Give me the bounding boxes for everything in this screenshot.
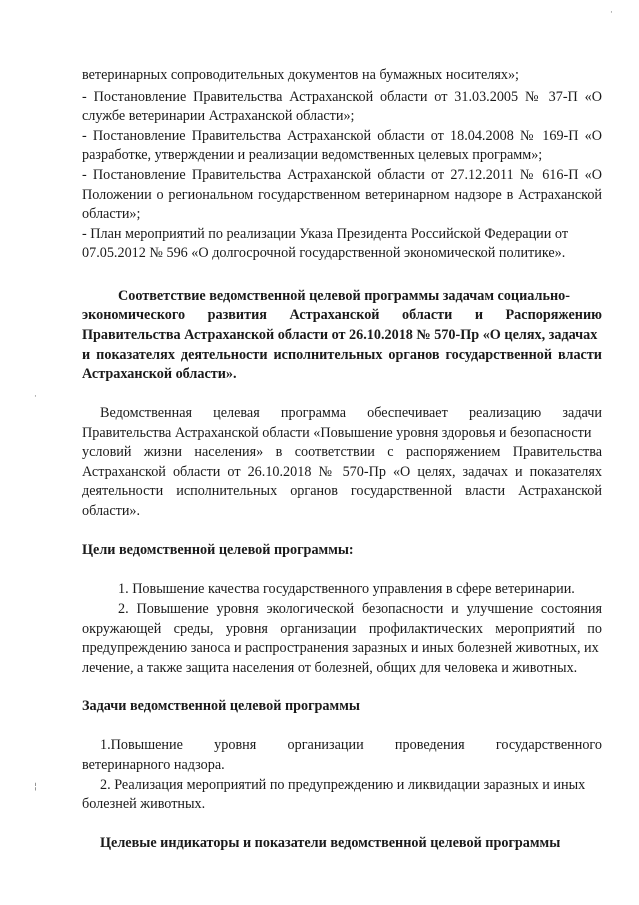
intro-line [82,166,602,185]
conformity-text-line [82,463,602,482]
intro-line [82,186,602,205]
scan-mark: · [34,392,37,402]
intro-line-text: - Постановление Правительства Астраханской области от 27.12.2011 № 616-П «О [82,167,602,183]
intro-line: службе ветеринарии Астраханской области»; [82,108,355,124]
intro-line: области»; [82,206,141,222]
conformity-text-line [100,404,602,423]
indicators-heading: Целевые индикаторы и показатели ведомственной целевой программы [100,835,561,851]
scan-mark: ¦ [34,782,38,792]
goal-item: предупреждению заноса и распространения заразных и иных болезней животных, их [82,640,599,656]
intro-line-text: - Постановление Правительства Астраханской области от 31.03.2005 № 37-П «О [82,89,602,105]
conformity-heading-line: Соответствие ведомственной целевой программы задачам социально- [118,288,570,304]
goal-text: окружающей среды, уровня организации профилактических мероприятий по [82,621,602,637]
conformity-heading-line [82,306,602,325]
intro-line: 07.05.2012 № 596 «О долгосрочной государственной экономической политике». [82,245,566,261]
intro-line-text: Положении о региональном государственном ветеринарном надзоре в Астраханской [82,187,602,203]
goal-item [118,600,602,619]
conformity-heading-text: и показателях деятельности исполнительных органов государственной власти [82,347,602,363]
goal-item: 1. Повышение качества государственного управления в сфере ветеринарии. [118,581,575,597]
task-text: 1.Повышение уровня организации проведения государственного [100,737,602,753]
task-item: 2. Реализация мероприятий по предупреждению и ликвидации заразных и иных [100,777,586,793]
conformity-text-line [82,482,602,501]
conformity-text: деятельности исполнительных органов государственной власти Астраханской [82,483,602,499]
intro-line-text: - Постановление Правительства Астраханской области от 18.04.2008 № 169-П «О [82,128,602,144]
scan-mark: · [610,8,613,18]
conformity-text-line: области». [82,503,141,519]
goal-text: 2. Повышение уровня экологической безопасности и улучшение состояния [118,601,602,617]
conformity-heading-line [82,346,602,365]
task-item: ветеринарного надзора. [82,757,225,773]
conformity-text: Ведомственная целевая программа обеспечивает реализацию задачи [100,405,602,421]
conformity-text: условий жизни населения» в соответствии с распоряжением Правительства [82,444,602,460]
conformity-heading-text: экономического развития Астраханской области и Распоряжению [82,307,602,323]
intro-line [82,127,602,146]
task-item [100,736,602,755]
conformity-heading-line: Астраханской области». [82,366,237,382]
goals-heading: Цели ведомственной целевой программы: [82,542,354,558]
tasks-heading: Задачи ведомственной целевой программы [82,698,360,714]
conformity-heading-line: Правительства Астраханской области от 26.10.2018 № 570-Пр «О целях, задачах [82,327,598,343]
conformity-text-line [82,443,602,462]
intro-line: ветеринарных сопроводительных документов на бумажных носителях»; [82,67,519,83]
conformity-text: Астраханской области от 26.10.2018 № 570-Пр «О целях, задачах и показателях [82,464,602,480]
task-item: болезней животных. [82,796,206,812]
intro-line: - План мероприятий по реализации Указа Президента Российской Федерации от [82,226,569,242]
goal-item [82,620,602,639]
conformity-text-line: Правительства Астраханской области «Повышение уровня здоровья и безопасности [82,425,592,441]
intro-line: разработке, утверждении и реализации ведомственных целевых программ»; [82,147,543,163]
goal-item: лечение, а также защита населения от болезней, общих для человека и животных. [82,660,578,676]
intro-line [82,88,602,107]
